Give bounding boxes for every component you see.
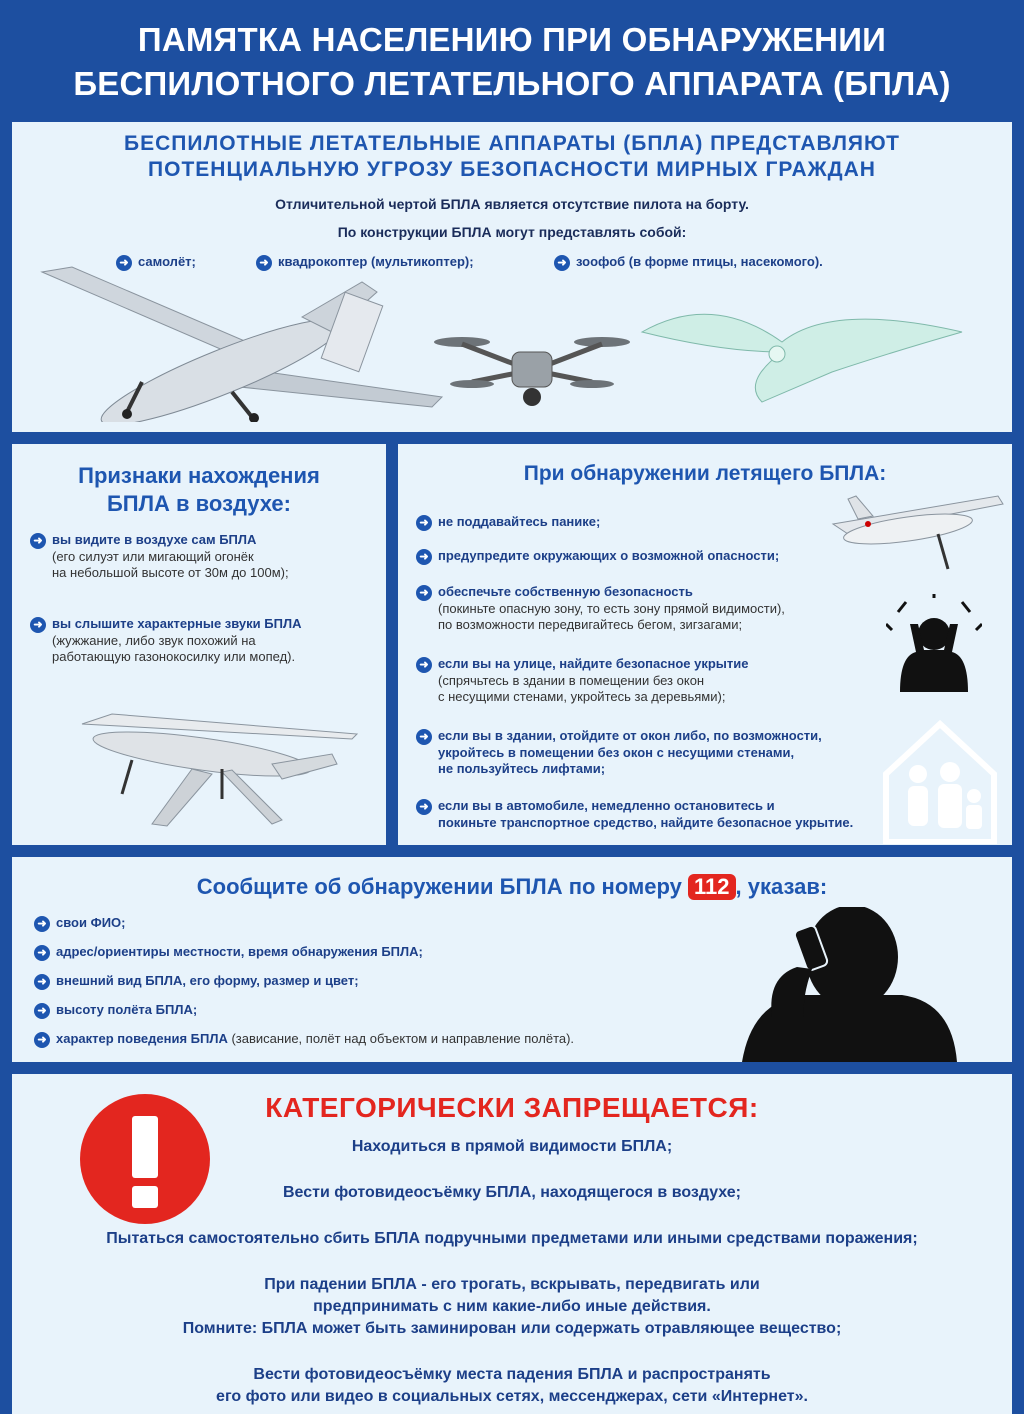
forbidden-item-5b: его фото или видео в социальных сетях, мессенджерах, сети «Интернет».	[216, 1388, 808, 1405]
report-item-4: ➜ высоту полёта БПЛА;	[34, 1002, 197, 1019]
report-title: Сообщите об обнаружении БПЛА по номеру 112 , указав:	[196, 874, 828, 899]
forbidden-item-1: Находиться в прямой видимости БПЛА;	[351, 1138, 673, 1155]
sign-item-1: ➜ вы видите в воздухе сам БПЛА (его силуэт или мигающий огонёк на небольшой высоте от 30м до 100м);	[30, 532, 289, 581]
forbidden-title: КАТЕГОРИЧЕСКИ ЗАПРЕЩАЕТСЯ:	[265, 1092, 759, 1123]
arrow-icon: ➜	[416, 657, 432, 673]
flying-item-6: ➜ если вы в автомобиле, немедленно остановитесь и покиньте транспортное средство, найдите безопасное укрытие.	[416, 798, 853, 831]
arrow-icon: ➜	[30, 533, 46, 549]
family-house-icon	[878, 714, 1002, 844]
arrow-icon: ➜	[416, 729, 432, 745]
report-item-5: ➜ характер поведения БПЛА (зависание, полёт над объектом и направление полёта).	[34, 1031, 574, 1048]
arrow-icon: ➜	[416, 585, 432, 601]
intro-panel	[12, 122, 1012, 432]
type-quadcopter: ➜ квадрокоптер (мультикоптер);	[256, 254, 474, 271]
person-phone-icon	[742, 907, 957, 1062]
airplane-drone-image	[32, 262, 452, 422]
intro-heading-2: ПОТЕНЦИАЛЬНУЮ УГРОЗУ БЕЗОПАСНОСТИ МИРНЫХ ГРАЖДАН	[148, 158, 876, 181]
intro-feature: Отличительной чертой БПЛА является отсутствие пилота на борту.	[275, 196, 749, 212]
arrow-icon: ➜	[30, 617, 46, 633]
arrow-icon: ➜	[256, 255, 272, 271]
arrow-icon: ➜	[34, 1032, 50, 1048]
page-header	[0, 0, 1024, 122]
report-panel	[12, 857, 1012, 1062]
drone-in-air-image	[72, 694, 372, 834]
arrow-icon: ➜	[34, 945, 50, 961]
emergency-number-badge: 112	[688, 874, 736, 900]
title-line-1: ПАМЯТКА НАСЕЛЕНИЮ ПРИ ОБНАРУЖЕНИИ	[137, 21, 887, 58]
type-airplane: ➜ самолёт;	[116, 254, 196, 271]
stressed-person-icon	[886, 594, 982, 694]
arrow-icon: ➜	[416, 549, 432, 565]
flying-item-2: ➜ предупредите окружающих о возможной опасности;	[416, 548, 779, 565]
arrow-icon: ➜	[416, 515, 432, 531]
flying-title: При обнаружении летящего БПЛА:	[523, 462, 887, 485]
flying-item-4: ➜ если вы на улице, найдите безопасное укрытие (спрячьтесь в здании в помещении без окон с несущими стенами, укройтесь за деревьями);	[416, 656, 748, 705]
arrow-icon: ➜	[416, 799, 432, 815]
arrow-icon: ➜	[34, 1003, 50, 1019]
quadcopter-image	[432, 322, 632, 412]
forbidden-item-4c: Помните: БПЛА может быть заминирован или содержать отравляющее вещество;	[182, 1320, 842, 1337]
flying-item-1: ➜ не поддавайтесь панике;	[416, 514, 600, 531]
signs-panel	[12, 444, 386, 845]
report-item-1: ➜ свои ФИО;	[34, 915, 125, 932]
arrow-icon: ➜	[554, 255, 570, 271]
flying-panel	[398, 444, 1012, 845]
title-line-2: БЕСПИЛОТНОГО ЛЕТАТЕЛЬНОГО АППАРАТА (БПЛА)	[73, 65, 951, 102]
flying-item-5: ➜ если вы в здании, отойдите от окон либо, по возможности, укройтесь в помещении без окон с несущими стенами, не пользуйтесь лифтами;	[416, 728, 822, 777]
signs-title-2: БПЛА в воздухе:	[106, 491, 291, 516]
signs-title-1: Признаки нахождения	[78, 463, 320, 488]
report-item-3: ➜ внешний вид БПЛА, его форму, размер и цвет;	[34, 973, 359, 990]
intro-construction: По конструкции БПЛА могут представлять собой:	[337, 224, 687, 240]
flying-drone-image	[828, 484, 1008, 579]
arrow-icon: ➜	[34, 916, 50, 932]
forbidden-item-2: Вести фотовидеосъёмку БПЛА, находящегося в воздухе;	[282, 1184, 742, 1201]
forbidden-item-5a: Вести фотовидеосъёмку места падения БПЛА и распространять	[253, 1366, 771, 1383]
bird-drone-image	[632, 292, 972, 412]
arrow-icon: ➜	[34, 974, 50, 990]
flying-item-3: ➜ обеспечьте собственную безопасность (покиньте опасную зону, то есть зону прямой видимости), по возможности передвигайтесь бегом, зигзагами;	[416, 584, 785, 633]
forbidden-item-4a: При падении БПЛА - его трогать, вскрывать, передвигать или	[264, 1276, 760, 1293]
forbidden-item-3: Пытаться самостоятельно сбить БПЛА подручными предметами или иными средствами поражения;	[106, 1230, 918, 1247]
forbidden-panel	[12, 1074, 1012, 1414]
sign-item-2: ➜ вы слышите характерные звуки БПЛА (жужжание, либо звук похожий на работающую газонокосилку или мопед).	[30, 616, 301, 665]
forbidden-item-4b: предпринимать с ним какие-либо иные действия.	[313, 1298, 711, 1315]
type-zoofob: ➜ зоофоб (в форме птицы, насекомого).	[554, 254, 823, 271]
report-item-2: ➜ адрес/ориентиры местности, время обнаружения БПЛА;	[34, 944, 423, 961]
arrow-icon: ➜	[116, 255, 132, 271]
intro-heading-1: БЕСПИЛОТНЫЕ ЛЕТАТЕЛЬНЫЕ АППАРАТЫ (БПЛА) ПРЕДСТАВЛЯЮТ	[124, 132, 900, 155]
